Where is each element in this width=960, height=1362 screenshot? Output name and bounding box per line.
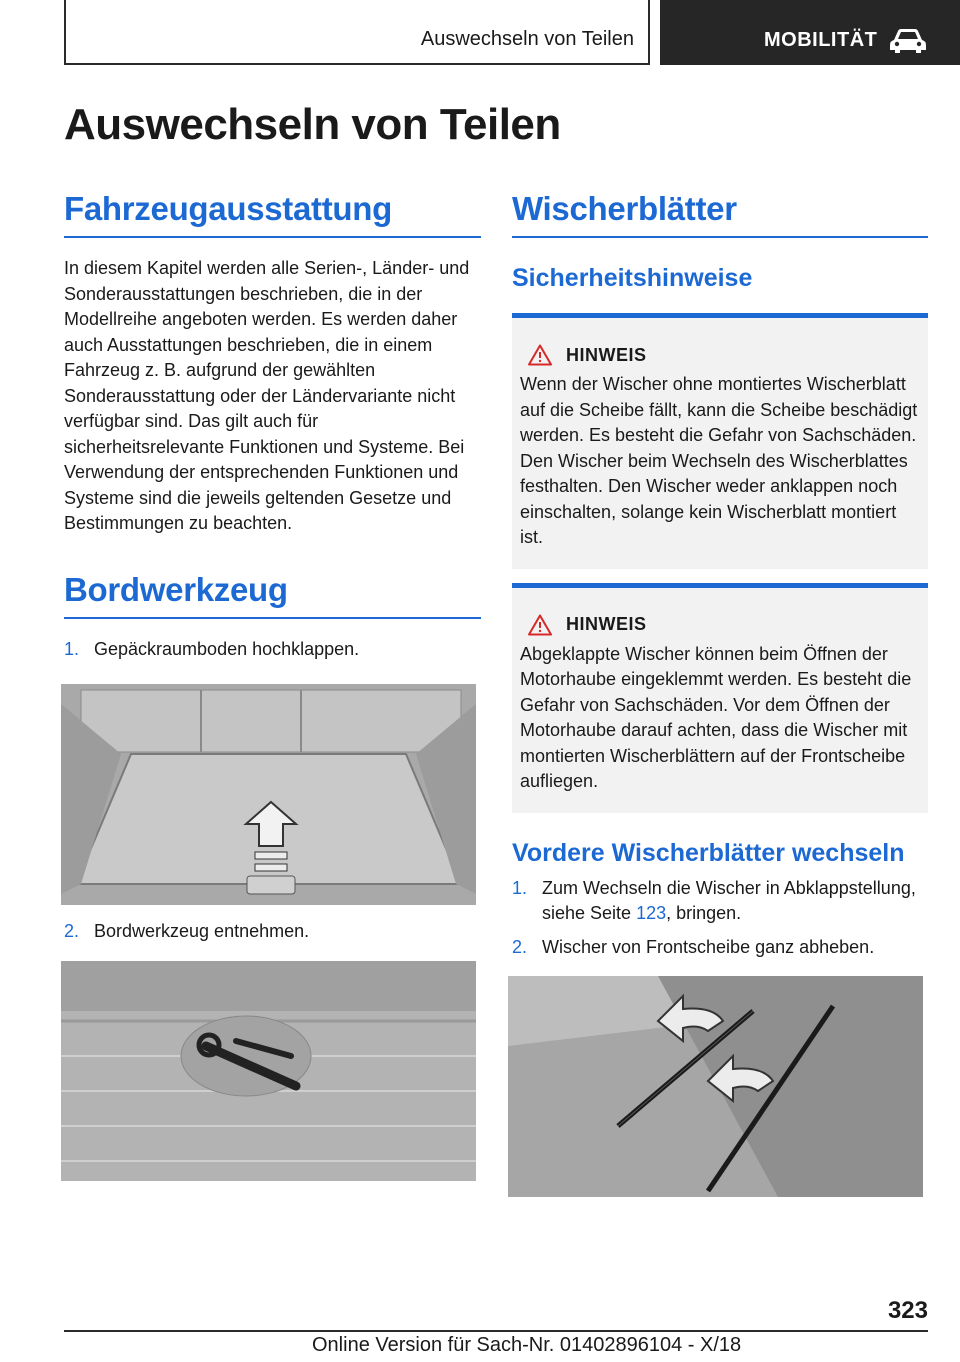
heading-fahrzeugausstattung: Fahrzeugausstattung — [64, 190, 481, 238]
page-reference-link[interactable]: 123 — [636, 903, 667, 923]
bordwerkzeug-steps-2 — [64, 919, 481, 945]
fahrzeugausstattung-text: In diesem Kapitel werden alle Serien-, Länder- und Sonderausstattungen beschrieben, die in der Modellreihe angeboten werden. Es werden daher auch Ausstattungen beschrieben, die in einem Fahrzeug z. B. aufgrund der gewählten Sonderausstattung oder der Ländervariante nicht verfügbar sind. Das gilt auch für sicherheitsrelevante Funktionen und Systeme. Bei Verwendung der entsprechenden Funktionen und Systeme sind die jeweils geltenden Gesetze und Bestimmungen zu beachten. — [64, 258, 470, 533]
step-text: Wischer von Frontscheibe ganz abheben. — [542, 936, 875, 957]
warning-icon — [528, 344, 552, 366]
heading-sicherheitshinweise: Sicherheitshinweise — [512, 264, 753, 292]
heading-vordere-wischerblaetter: Vordere Wischerblätter wechseln — [512, 838, 905, 867]
wiper-image — [508, 976, 923, 1197]
notice-text: Abgeklappte Wischer können beim Öffnen der Motorhaube eingeklemmt werden. Es besteht die Gefahr von Sachschäden. Vor dem Öffnen der Motorhaube darauf achten, dass die Wischer mit montierten Wischerblättern auf der Frontscheibe aufliegen. — [520, 643, 912, 791]
step-number: 2. — [512, 936, 528, 957]
header-chapter-tab — [660, 0, 960, 65]
step-text: Bordwerkzeug entnehmen. — [94, 921, 310, 941]
footer-divider — [64, 1330, 928, 1332]
trunk-floor-illustration — [61, 684, 476, 905]
page-number: 323 — [887, 1297, 928, 1324]
wiper-illustration — [508, 976, 923, 1197]
heading-wischerblaetter: Wischerblätter — [512, 190, 928, 238]
header-chapter-label: MOBILITÄT — [764, 29, 878, 51]
step-number: 1. — [512, 877, 528, 898]
step-text-pre: Zum Wechseln die Wischer in Abklappstellung, siehe Seite — [542, 877, 916, 923]
notice-text: Wenn der Wischer ohne montiertes Wischerblatt auf die Scheibe fällt, kann die Scheibe beschädigt werden. Es besteht die Gefahr von Sachschäden. Den Wischer beim Wechseln des Wischerblattes festhalten. Den Wischer weder anklappen noch einschalten, solange kein Wischerblatt montiert ist. — [520, 374, 918, 547]
right-column — [512, 190, 928, 1197]
list-item — [512, 935, 928, 961]
heading-bordwerkzeug: Bordwerkzeug — [64, 571, 481, 619]
notice-box-1 — [512, 313, 928, 569]
notice-title: HINWEIS — [566, 344, 647, 365]
step-text: Gepäckraumboden hochklappen. — [94, 638, 360, 659]
list-item — [64, 637, 481, 663]
step-text-post: , bringen. — [666, 903, 742, 923]
left-column — [64, 190, 481, 1181]
wischer-steps — [512, 876, 928, 961]
toolkit-illustration — [61, 961, 476, 1181]
step-number: 1. — [64, 638, 80, 659]
list-item — [64, 919, 481, 945]
notice-header — [528, 344, 918, 366]
car-icon — [888, 28, 928, 54]
header-section-tab — [64, 0, 650, 65]
toolkit-image — [61, 961, 476, 1181]
warning-icon — [528, 614, 552, 636]
list-item — [512, 876, 928, 927]
notice-header — [528, 614, 918, 636]
header-section-title: Auswechseln von Teilen — [420, 28, 634, 50]
notice-box-2 — [512, 583, 928, 813]
page-title: Auswechseln von Teilen — [64, 100, 561, 149]
trunk-floor-image — [61, 684, 476, 905]
online-version-text: Online Version für Sach-Nr. 01402896104 - X/18 — [312, 1334, 742, 1356]
step-number: 2. — [64, 921, 80, 941]
bordwerkzeug-steps — [64, 637, 481, 663]
notice-title: HINWEIS — [566, 614, 647, 634]
